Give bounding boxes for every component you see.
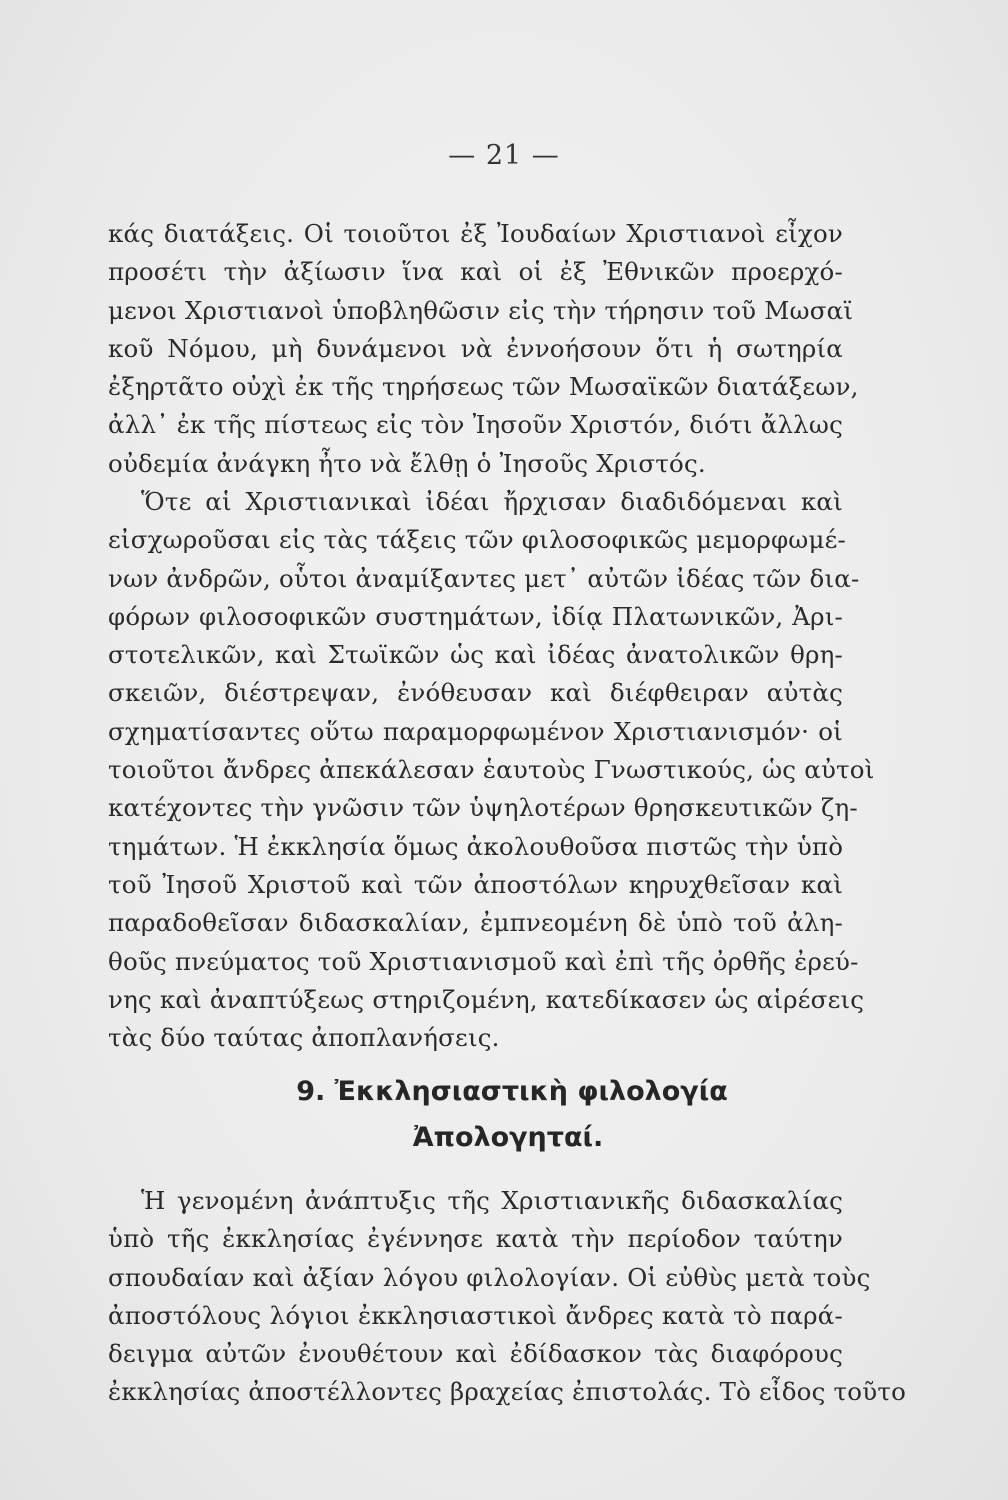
- paragraph-2: [108, 483, 875, 1057]
- text-line: σπουδαίαν καὶ ἀξίαν λόγου φιλολογίαν. Οἱ εὐθὺς μετὰ τοὺς: [108, 1262, 871, 1292]
- text-line: τημάτων. Ἡ ἐκκλησία ὅμως ἀκολουθοῦσα πιστῶς τὴν ὑπὸ: [108, 831, 844, 861]
- text-line: εἰσχωροῦσαι εἰς τὰς τάξεις τῶν φιλοσοφικῶς μεμορφωμέ-: [108, 525, 846, 555]
- text-line: τοῦ Ἰησοῦ Χριστοῦ καὶ τῶν ἀποστόλων κηρυχθεῖσαν καὶ: [108, 869, 843, 899]
- text-line: σχηματίσαντες οὕτω παραμορφωμένον Χριστιανισμόν· οἱ: [108, 716, 843, 746]
- text-line: κάς διατάξεις. Οἱ τοιοῦτοι ἐξ Ἰουδαίων Χριστιανοὶ εἶχον: [108, 219, 843, 248]
- text-line: ἐξηρτᾶτο οὐχὶ ἐκ τῆς τηρήσεως τῶν Μωσαϊκῶν διατάξεων,: [108, 372, 859, 402]
- text-line: ἀποστόλους λόγιοι ἐκκλησιαστικοὶ ἄνδρες κατὰ τὸ παρά-: [108, 1300, 843, 1330]
- section-subheading: Ἀπολογηταί.: [412, 1122, 604, 1153]
- text-line: νης καὶ ἀναπτύξεως στηριζομένη, κατεδίκασεν ὡς αἱρέσεις: [108, 984, 865, 1014]
- text-line: θοῦς πνεύματος τοῦ Χριστιανισμοῦ καὶ ἐπὶ τῆς ὀρθῆς ἐρεύ-: [108, 946, 859, 976]
- text-line: δειγμα αὐτῶν ἐνουθέτουν καὶ ἐδίδασκον τὰς διαφόρους: [108, 1339, 843, 1369]
- text-line: προσέτι τὴν ἀξίωσιν ἵνα καὶ οἱ ἐξ Ἐθνικῶν προερχό-: [108, 257, 843, 287]
- text-line: σκειῶν, διέστρεψαν, ἐνόθευσαν καὶ διέφθειραν αὐτὰς: [108, 678, 843, 708]
- text-line: μενοι Χριστιανοὶ ὑποβληθῶσιν εἰς τὴν τήρησιν τοῦ Μωσαϊ: [108, 295, 854, 325]
- text-line: οὐδεμία ἀνάγκη ἦτο νὰ ἔλθῃ ὁ Ἰησοῦς Χριστός.: [108, 448, 706, 478]
- text-line: Ἡ γενομένη ἀνάπτυξις τῆς Χριστιανικῆς διδασκαλίας: [141, 1186, 843, 1215]
- text-line: στοτελικῶν, καὶ Στωϊκῶν ὡς καὶ ἰδέας ἀνατολικῶν θρη-: [108, 640, 843, 670]
- text-line: ἐκκλησίας ἀποστέλλοντες βραχείας ἐπιστολάς. Τὸ εἶδος τοῦτο: [108, 1377, 907, 1407]
- text-line: τοιοῦτοι ἄνδρες ἀπεκάλεσαν ἑαυτοὺς Γνωστικούς, ὡς αὐτοὶ: [108, 755, 875, 785]
- paragraph-3: [108, 1182, 907, 1412]
- paragraph-1: [108, 215, 859, 483]
- text-line: Ὅτε αἱ Χριστιανικαὶ ἰδέαι ἤρχισαν διαδιδόμεναι καὶ: [141, 487, 843, 516]
- text-line: παραδοθεῖσαν διδασκαλίαν, ἐμπνεομένη δὲ ὑπὸ τοῦ ἀλη-: [108, 908, 843, 938]
- text-line: ὑπὸ τῆς ἐκκλησίας ἐγέννησε κατὰ τὴν περίοδον ταύτην: [108, 1224, 843, 1254]
- text-line: ἀλλ᾽ ἐκ τῆς πίστεως εἰς τὸν Ἰησοῦν Χριστόν, διότι ἄλλως: [108, 410, 843, 440]
- text-line: φόρων φιλοσοφικῶν συστημάτων, ἰδίᾳ Πλατωνικῶν, Ἀρι-: [108, 601, 843, 631]
- text-line: κοῦ Νόμου, μὴ δυνάμενοι νὰ ἐννοήσουν ὅτι ἡ σωτηρία: [108, 333, 843, 363]
- text-line: κατέχοντες τὴν γνῶσιν τῶν ὑψηλοτέρων θρησκευτικῶν ζη-: [108, 793, 858, 823]
- text-line: τὰς δύο ταύτας ἀποπλανήσεις.: [108, 1023, 500, 1053]
- text-line: νων ἀνδρῶν, οὗτοι ἀναμίξαντες μετ᾽ αὐτῶν ἰδέας τῶν δια-: [108, 563, 860, 593]
- page-number: — 21 —: [448, 140, 560, 171]
- section-heading: 9. Ἐκκλησιαστικὴ φιλολογία: [296, 1076, 728, 1107]
